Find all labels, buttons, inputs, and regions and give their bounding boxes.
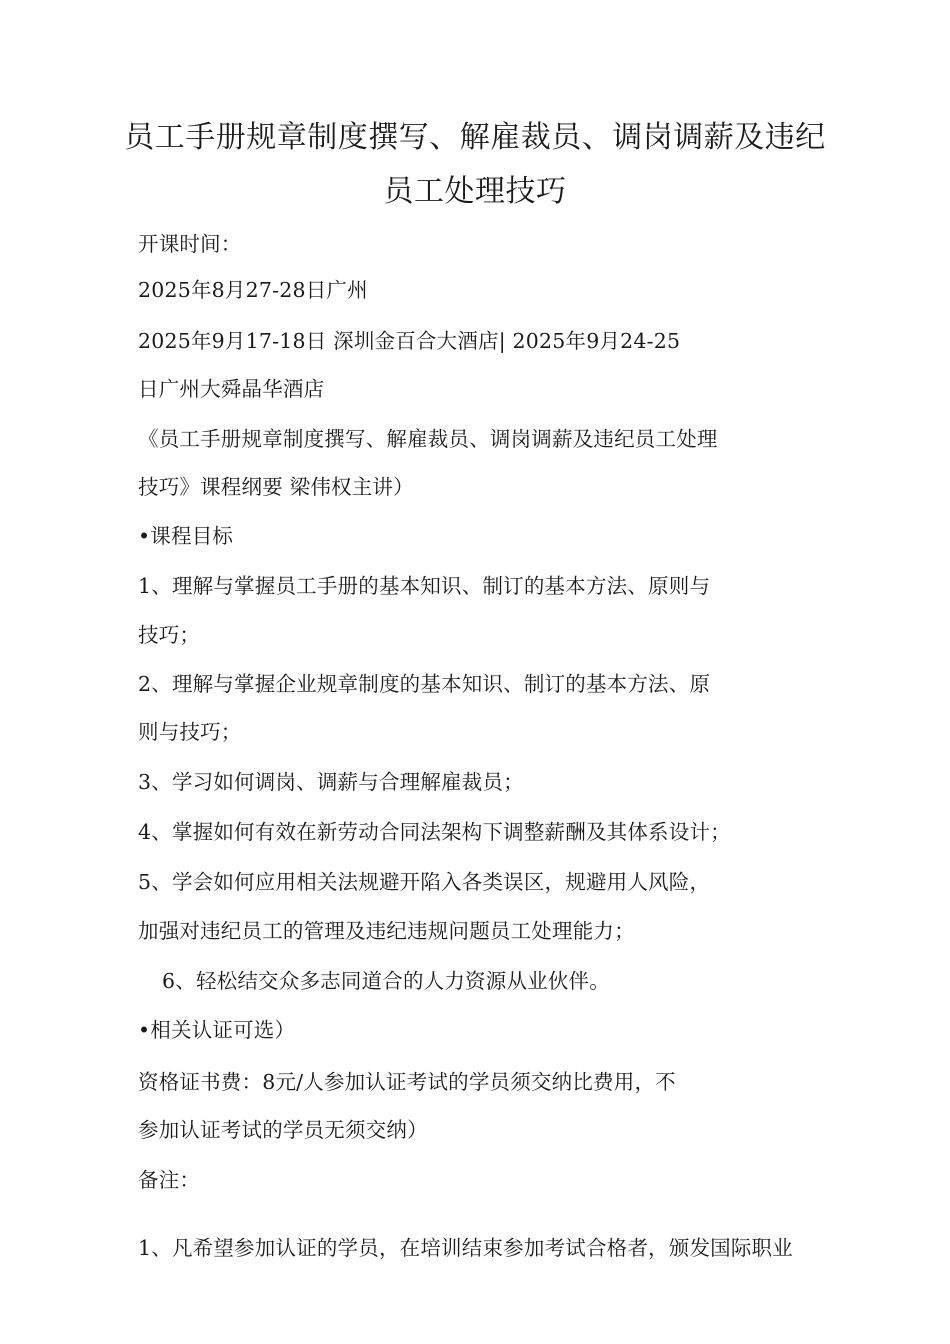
- title-line-2: 员工处理技巧: [383, 174, 567, 209]
- remarks-label: 备注：: [138, 1168, 201, 1192]
- goal-6: 6、轻松结交众多志同道合的人力资源从业伙伴。: [162, 969, 610, 993]
- remark-1: 1、凡希望参加认证的学员，在培训结束参加考试合格者，颁发国际职业: [138, 1236, 793, 1260]
- goal-5-line-2: 加强对违纪员工的管理及违纪违规问题员工处理能力；: [138, 919, 635, 943]
- session-shenzhen-line-1: 2025年9月17-18日 深圳金百合大酒店| 2025年9月24-25: [138, 329, 681, 353]
- title-line-1: 员工手册规章制度撰写、解雇裁员、调岗调薪及违纪: [124, 120, 826, 155]
- cert-heading: •相关认证可选）: [138, 1018, 296, 1042]
- outline-line-1: 《员工手册规章制度撰写、解雇裁员、调岗调薪及违纪员工处理: [138, 427, 718, 451]
- cert-fee-line-2: 参加认证考试的学员无须交纳）: [138, 1118, 428, 1142]
- goal-1-line-2: 技巧；: [138, 623, 201, 647]
- outline-line-2: 技巧》课程纲要 梁伟权主讲）: [138, 475, 414, 499]
- goal-1-line-1: 1、理解与掌握员工手册的基本知识、制订的基本方法、原则与: [138, 574, 711, 598]
- goals-heading: •课程目标: [138, 524, 234, 548]
- cert-fee-line-1: 资格证书费：8元/人参加认证考试的学员须交纳比费用，不: [138, 1070, 676, 1094]
- goal-5-line-1: 5、学会如何应用相关法规避开陷入各类误区，规避用人风险，: [138, 870, 711, 894]
- goal-2-line-1: 2、理解与掌握企业规章制度的基本知识、制订的基本方法、原: [138, 672, 711, 696]
- goal-2-line-2: 则与技巧；: [138, 720, 242, 744]
- goal-3: 3、学习如何调岗、调薪与合理解雇裁员；: [138, 770, 524, 794]
- goal-4: 4、掌握如何有效在新劳动合同法架构下调整薪酬及其体系设计；: [138, 820, 731, 844]
- session-shenzhen-line-2: 日广州大舜晶华酒店: [138, 377, 325, 401]
- course-time-label: 开课时间：: [138, 232, 242, 256]
- session-guangzhou: 2025年8月27-28日广州: [138, 278, 368, 302]
